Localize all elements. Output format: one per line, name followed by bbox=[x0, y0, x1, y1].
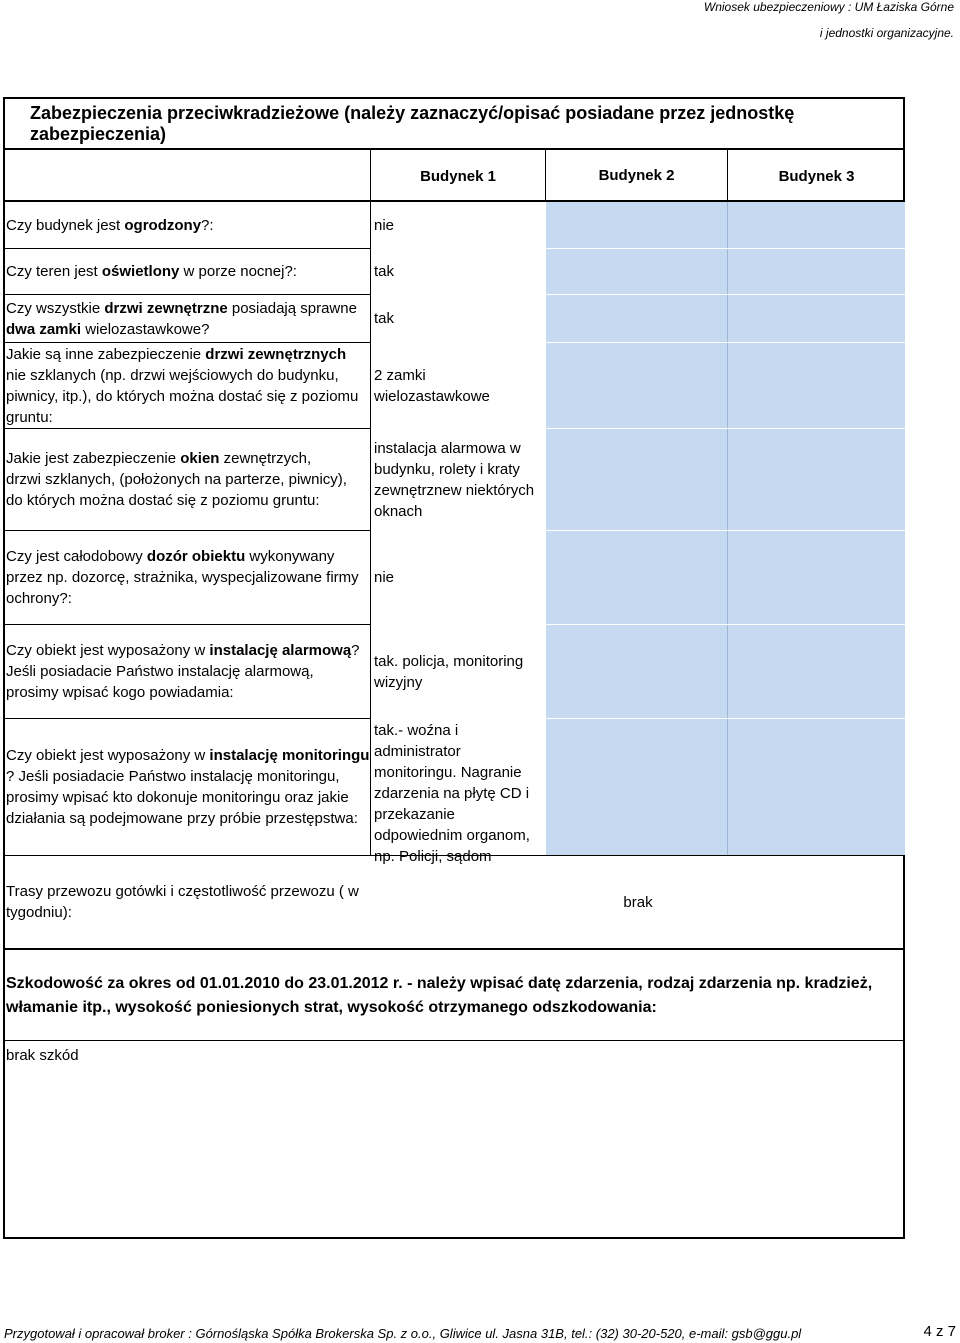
question-guarding: Czy jest całodobowy dozór obiektu wykonywany przez np. dozorcę, strażnika, wyspecjalizowane firmy ochrony?: bbox=[6, 548, 359, 607]
answer-guarding[interactable]: nie bbox=[374, 569, 395, 586]
building-3-header: Budynek 3 bbox=[778, 167, 855, 185]
footer-broker: Przygotował i opracował broker : Górnośląska Spółka Brokerska Sp. z o.o., Gliwice ul. Jasna 31B, tel.: (32) 30-20-520, e-mail: gsb@ggu.pl bbox=[4, 1326, 802, 1341]
claims-answer[interactable]: brak szkód bbox=[6, 1047, 79, 1064]
question-monitoring: Czy obiekt jest wyposażony w instalację monitoringu ? Jeśli posiadacie Państwo instalację monitoringu, prosimy wpisać kto dokonuje monitoringu oraz jakie działania są podejmowane przy próbie przestępstwa: bbox=[6, 747, 370, 827]
answer-door-locks[interactable]: tak bbox=[374, 310, 395, 327]
claims-title: Szkodowość za okres od 01.01.2010 do 23.01.2012 r. - należy wpisać datę zdarzenia, rodzaj zdarzenia np. kradzież, włamanie itp., wysokość poniesionych strat, wysokość otrzymanego odszkodowania: bbox=[6, 975, 873, 1016]
answer-fence[interactable]: nie bbox=[374, 216, 395, 234]
answer-cash-transport[interactable]: brak bbox=[623, 893, 653, 911]
building-2-3-input-area[interactable] bbox=[546, 202, 905, 855]
answer-alarm[interactable]: tak. policja, monitoring wizyjny bbox=[374, 652, 524, 691]
section-title: Zabezpieczenia przeciwkradzieżowe (należy zaznaczyć/opisać posiadane przez jednostkę zabezpieczenia) bbox=[30, 103, 795, 144]
question-alarm: Czy obiekt jest wyposażony w instalację alarmową? Jeśli posiadacie Państwo instalację alarmową, prosimy wpisać kogo powiadamia: bbox=[6, 642, 360, 701]
question-lighting: Czy teren jest oświetlony w porze nocnej?: bbox=[6, 263, 297, 280]
question-window-security: Jakie jest zabezpieczenie okien zewnętrzych, drzwi szklanych, (położonych na parterze, piwnicy), do których można dostać się z poziomu gruntu: bbox=[6, 450, 347, 509]
answer-other-door-security[interactable]: 2 zamki wielozastawkowe bbox=[374, 366, 490, 405]
question-door-locks: Czy wszystkie drzwi zewnętrzne posiadają sprawne dwa zamki wielozastawkowe? bbox=[6, 299, 357, 338]
header-subtitle: i jednostki organizacyjne. bbox=[819, 26, 954, 40]
header-title: Wniosek ubezpieczeniowy : UM Łaziska Górne bbox=[703, 0, 954, 14]
page-number: 4 z 7 bbox=[923, 1323, 956, 1340]
question-cash-transport: Trasy przewozu gotówki i częstotliwość przewozu ( w tygodniu): bbox=[6, 883, 359, 921]
building-2-header: Budynek 2 bbox=[598, 166, 675, 184]
building-1-header: Budynek 1 bbox=[420, 167, 496, 185]
answer-monitoring-cell[interactable] bbox=[371, 719, 545, 865]
question-other-door-security: Jakie są inne zabezpieczenie drzwi zewnętrznych nie szklanych (np. drzwi wejściowych do budynku, piwnicy, itp.), do których można dostać się z poziomu gruntu: bbox=[6, 345, 359, 426]
question-fence: Czy budynek jest ogrodzony?: bbox=[6, 216, 214, 234]
answer-monitoring: tak.- woźna i administrator monitoringu. Nagranie zdarzenia na płytę CD i przekazanie odpowiednim organom, np. Policji, sądom bbox=[374, 722, 530, 865]
answer-window-security[interactable]: instalacja alarmowa w budynku, rolety i kraty zewnętrznew niektórych oknach bbox=[374, 439, 535, 520]
answer-lighting[interactable]: tak bbox=[374, 263, 395, 280]
